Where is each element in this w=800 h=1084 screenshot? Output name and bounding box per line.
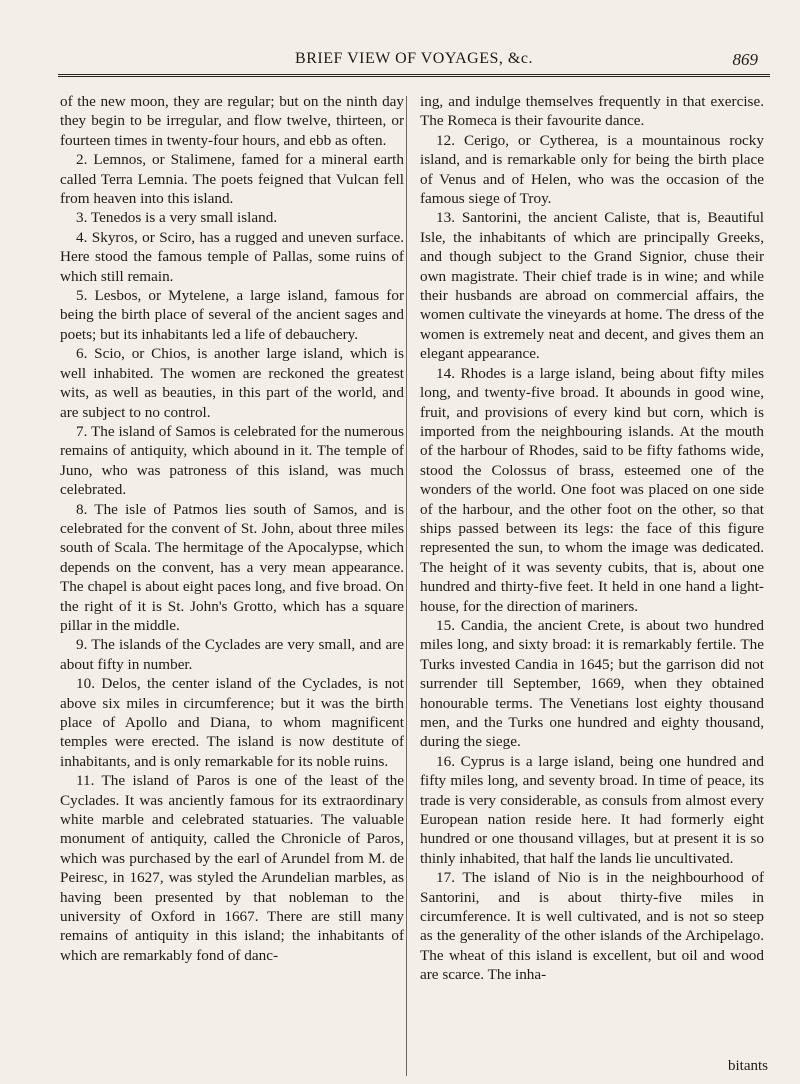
- left-column: [60, 92, 404, 965]
- paragraph-patmos: 8. The isle of Patmos lies south of Samos, and is celebrated for the convent of St. John, about three miles south of Scala. The hermitage of the Apocalypse, which depends on the convent, has a very mean appearance. The chapel is about eight paces long, and five broad. On the right of it is St. John's Grotto, which has a square pillar in the middle.: [60, 500, 404, 634]
- paragraph-cyclades: 9. The islands of the Cyclades are very small, and are about fifty in number.: [60, 636, 404, 673]
- page-header: [58, 50, 770, 84]
- catchword: bitants: [728, 1058, 768, 1074]
- paragraph-cerigo: 12. Cerigo, or Cytherea, is a mountainous rocky island, and is remarkable only for being the birth place of Venus and of Helen, who was the occasion of the famous siege of Troy.: [420, 131, 764, 208]
- paragraph-cyprus: 16. Cyprus is a large island, being one hundred and fifty miles long, and seventy broad. In time of peace, its trade is very considerable, as consuls from almost every European nation reside here. It had formerly eight hundred or one thousand villages, but at present it is so thinly inhabited, that half the lands lie uncultivated.: [420, 752, 764, 867]
- paragraph-delos: 10. Delos, the center island of the Cyclades, is not above six miles in circumference; but it was the birth place of Apollo and Diana, to whom magnificent temples were erected. The island is now destitute of inhabitants, and is only remarkable for its noble ruins.: [60, 675, 404, 770]
- paragraph-santorini: 13. Santorini, the ancient Caliste, that is, Beautiful Isle, the inhabitants of which are principally Greeks, and though subject to the Grand Signior, chuse their own magistrate. Their chief trade is in wine; and while their husbands are abroad on commercial affairs, the women cultivate the vineyards at home. The dress of the women is extremely neat and decent, and gives them an elegant appearance.: [420, 209, 764, 363]
- paragraph-skyros: 4. Skyros, or Sciro, has a rugged and uneven surface. Here stood the famous temple of Pallas, some ruins of which still remain.: [60, 228, 404, 285]
- paragraph-paros: 11. The island of Paros is one of the least of the Cyclades. It was anciently famous for its extraordinary white marble and celebrated statuaries. The valuable monument of antiquity, called the Chronicle of Paros, which was purchased by the earl of Arundel from M. de Peiresc, in 1627, was styled the Arundelian marbles, as having been presented by that nobleman to the university of Oxford in 1667. There are still many remains of antiquity in this island; the inhabitants of which are remarkably fond of danc-: [60, 772, 404, 964]
- paragraph-nio: 17. The island of Nio is in the neighbourhood of Santorini, and is about thirty-five miles in circumference. It is well cultivated, and is not so steep as the generality of the other islands of the Archipelago. The wheat of this island is excellent, but oil and wood are scarce. The inha-: [420, 869, 764, 984]
- paragraph-scio: 6. Scio, or Chios, is another large island, which is well inhabited. The women are reckoned the greatest wits, as well as beauties, in this part of the world, and are subject to no control.: [60, 345, 404, 421]
- paragraph: ing, and indulge themselves frequently in that exercise. The Romeca is their favourite dance.: [420, 93, 764, 130]
- page-number: 869: [732, 50, 758, 69]
- paragraph-lemnos: 2. Lemnos, or Stalimene, famed for a mineral earth called Terra Lemnia. The poets feigned that Vulcan fell from heaven into this island.: [60, 151, 404, 208]
- paragraph-samos: 7. The island of Samos is celebrated for the numerous remains of antiquity, which abound in it. The temple of Juno, who was patroness of this island, was much celebrated.: [60, 422, 404, 499]
- running-title: BRIEF VIEW OF VOYAGES, &c.: [295, 50, 533, 67]
- header-rule: [58, 74, 770, 77]
- right-column: [420, 92, 764, 985]
- column-divider: [406, 96, 407, 1076]
- paragraph: of the new moon, they are regular; but on the ninth day they begin to be irregular, and flow twelve, thirteen, or fourteen times in twenty-four hours, and ebb as often.: [60, 93, 404, 149]
- paragraph-tenedos: 3. Tenedos is a very small island.: [76, 209, 278, 227]
- paragraph-candia: 15. Candia, the ancient Crete, is about two hundred miles long, and sixty broad: it is remarkably fertile. The Turks invested Candia in 1645; but the garrison did not surrender till September, 1669, when they obtained honourable terms. The Venetians lost eighty thousand men, and the Turks one hundred and eighty thousand, during the siege.: [420, 616, 764, 751]
- paragraph-lesbos: 5. Lesbos, or Mytelene, a large island, famous for being the birth place of several of the ancient sages and poets; but its inhabitants led a life of debauchery.: [60, 287, 404, 343]
- paragraph-rhodes: 14. Rhodes is a large island, being about fifty miles long, and twenty-five broad. It abounds in good wine, fruit, and provisions of every kind but corn, which is imported from the neighbouring islands. At the mouth of the harbour of Rhodes, said to be fifty fathoms wide, stood the Colossus of brass, esteemed one of the wonders of the world. One foot was placed on one side of the harbour, and the other foot on the other, so that ships passed between its legs: the face of this figure represented the sun, to whom the image was dedicated. The height of it was seventy cubits, that is, about one hundred and thirty-five feet. It held in one hand a light-house, for the direction of mariners.: [420, 364, 764, 615]
